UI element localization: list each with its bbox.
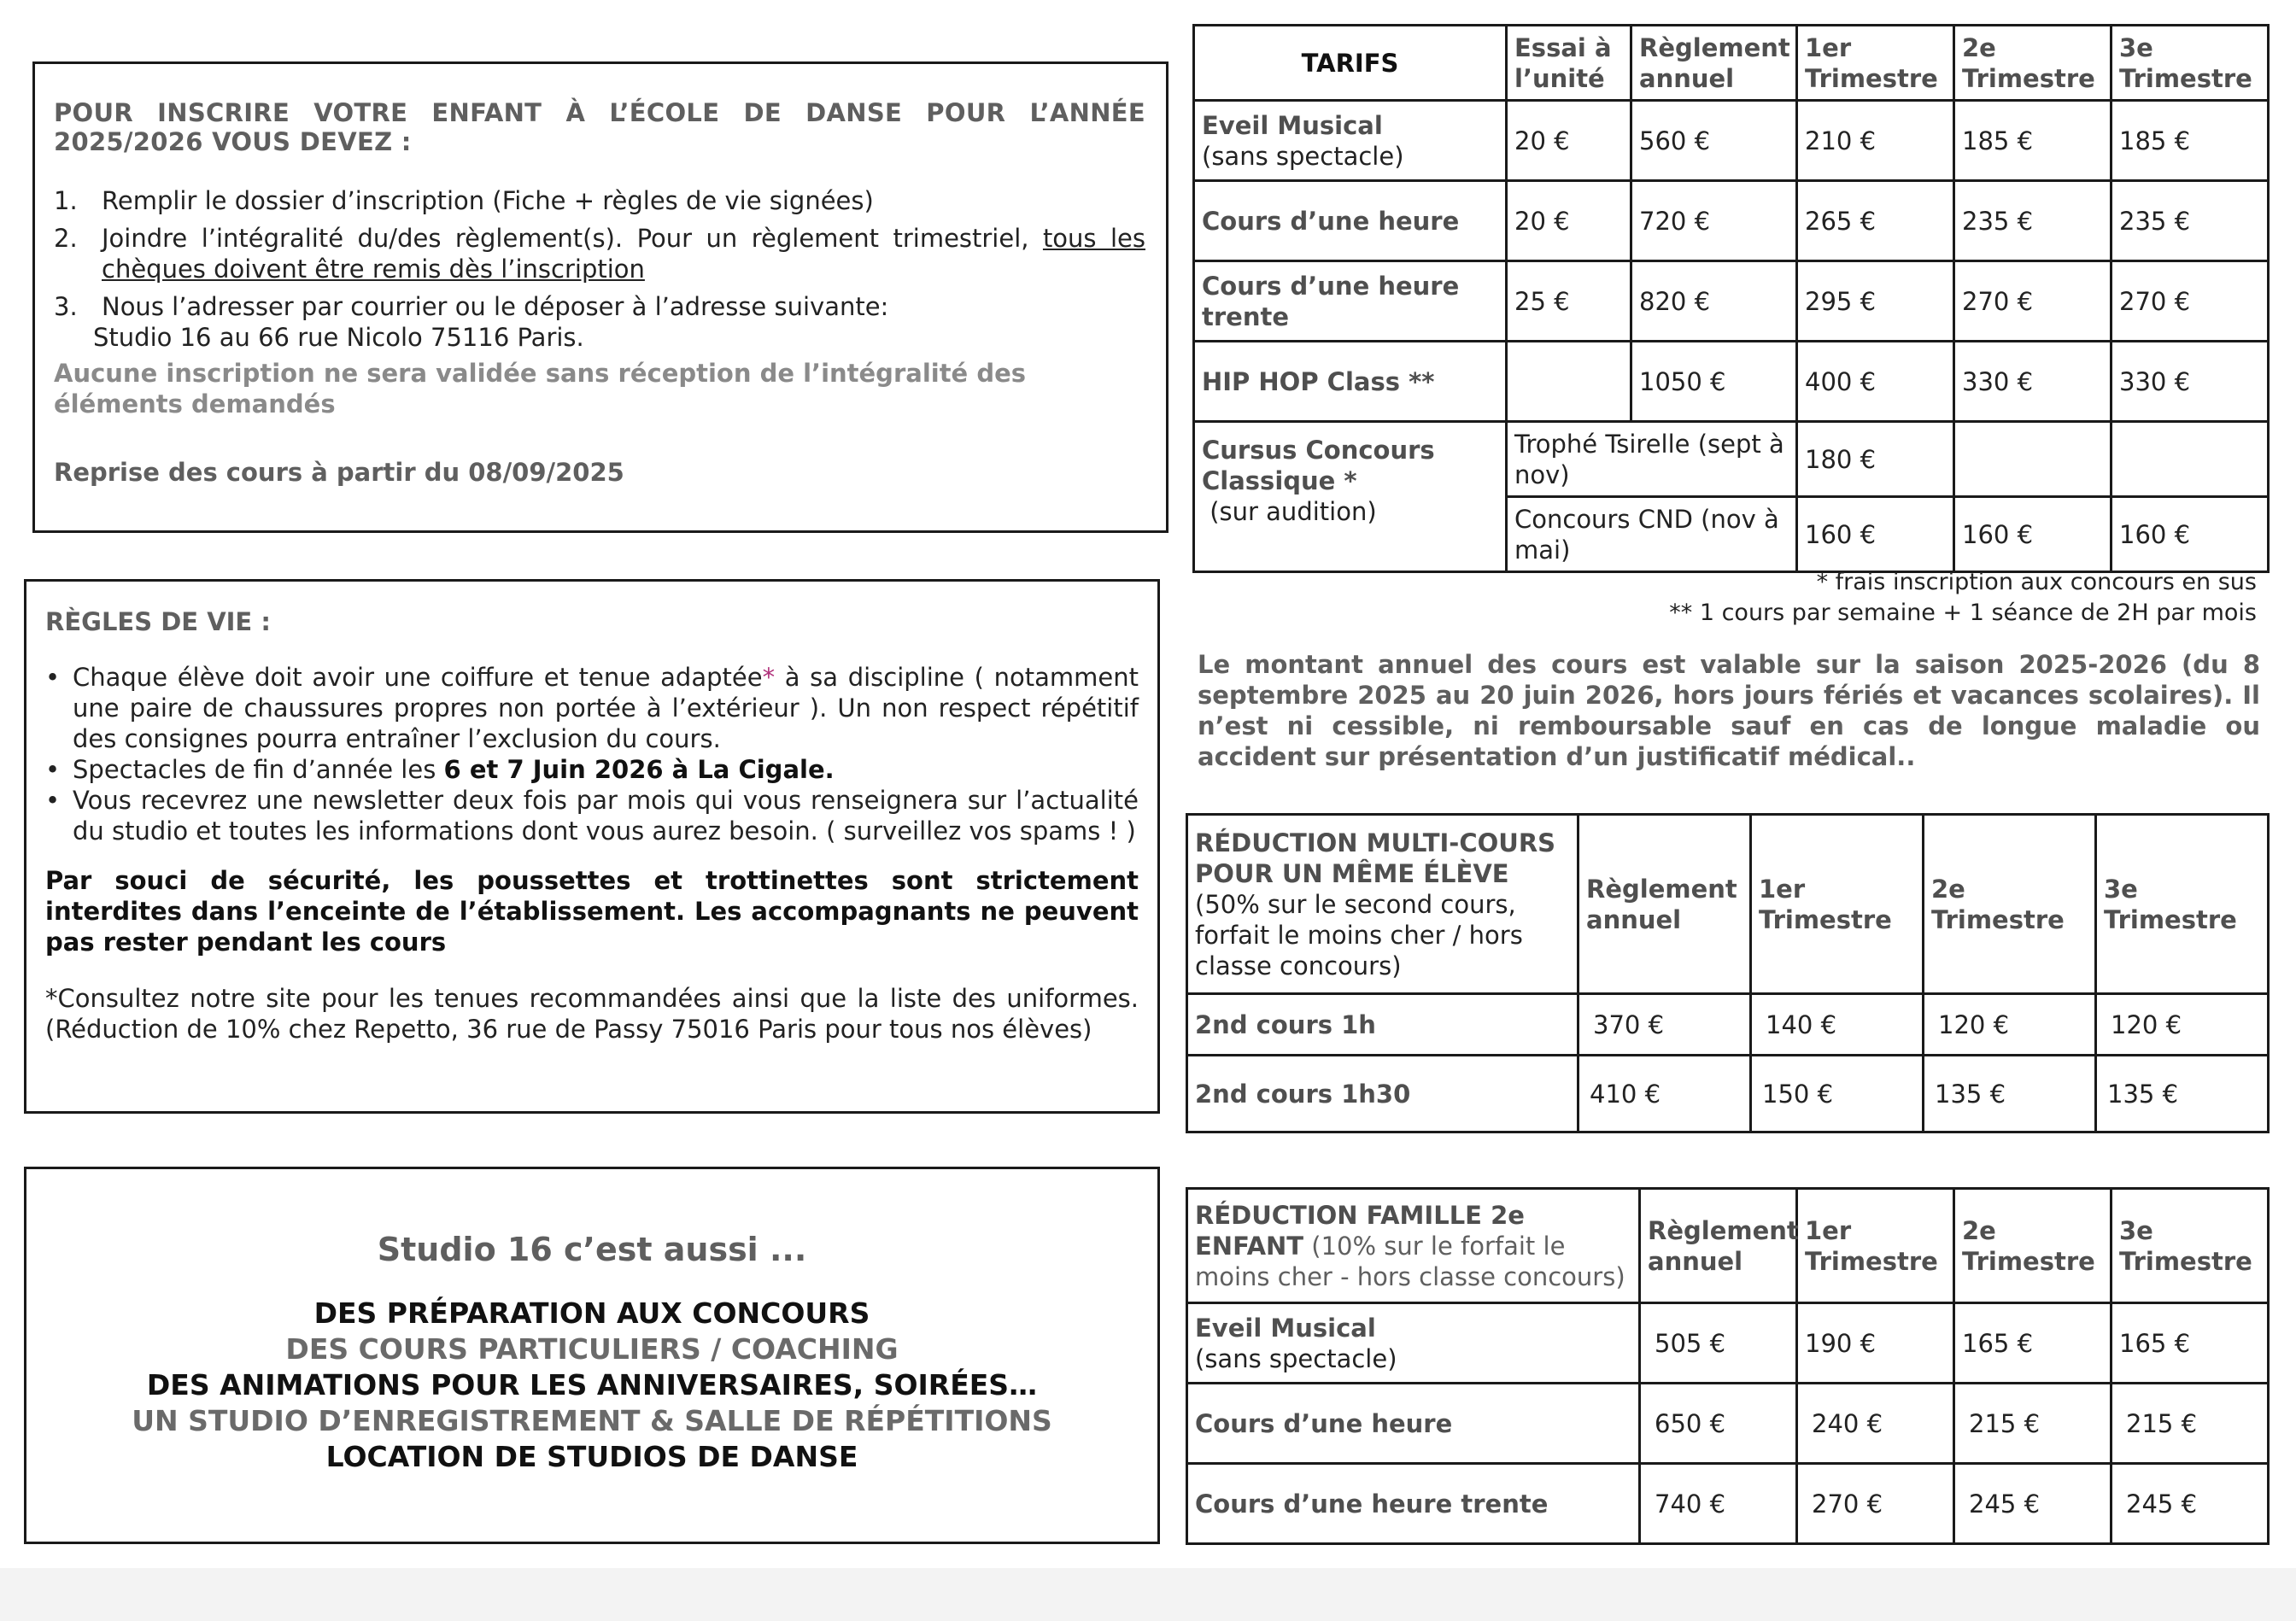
price-cell: 505 €: [1640, 1303, 1797, 1384]
price-cell: 330 €: [1954, 342, 2112, 422]
inscription-step: [54, 185, 1145, 216]
row-label: 2nd cours 1h30: [1187, 1056, 1578, 1132]
price-cell: 215 €: [2112, 1384, 2269, 1464]
price-cell: 270 €: [1954, 261, 2112, 342]
multi-cours-table: [1186, 813, 2270, 1133]
header-cell: 3e Trimestre: [2112, 1189, 2269, 1303]
multi-title-cell: [1187, 815, 1578, 994]
price-cell: 245 €: [1954, 1464, 2112, 1544]
price-cell: 400 €: [1797, 342, 1954, 422]
price-cell: 740 €: [1640, 1464, 1797, 1544]
table-row: [1194, 181, 2269, 261]
bullet-icon: •: [45, 786, 61, 815]
multi-desc: (50% sur le second cours, forfait le moins cher / hors classe concours): [1195, 889, 1523, 980]
price-cell: 410 €: [1578, 1056, 1751, 1132]
inscription-warning: Aucune inscription ne sera validée sans réception de l’intégralité des éléments demandés: [54, 359, 1027, 418]
price-cell: 160 €: [1797, 497, 1954, 572]
regle-item: [45, 785, 1139, 846]
inscription-box: [32, 61, 1168, 533]
step-number: 1.: [54, 186, 78, 215]
price-cell: 140 €: [1751, 994, 1924, 1056]
row-label: Eveil Musical: [1202, 110, 1383, 140]
step-number: 2.: [54, 224, 78, 253]
row-label: Cours d’une heure: [1187, 1384, 1640, 1464]
row-sublabel: (sans spectacle): [1202, 141, 1404, 171]
tarifs-notes: [1192, 567, 2257, 629]
securite-notice: Par souci de sécurité, les poussettes et trottinettes sont strictement interdites dans l’enceinte de l’établissement. Les accompagnants ne peuvent pas rester pendant les cours: [45, 866, 1139, 957]
row-sublabel: (sans spectacle): [1195, 1343, 1397, 1373]
step-text-container: [102, 223, 1145, 284]
price-cell: [1954, 422, 2112, 497]
row-sublabel: (sur audition): [1210, 497, 1377, 526]
header-cell: 2e Trimestre: [1954, 1189, 2112, 1303]
price-cell: 820 €: [1631, 261, 1797, 342]
header-cell: Essai à l’unité: [1507, 26, 1631, 101]
price-cell: 120 €: [1924, 994, 2096, 1056]
price-cell: 190 €: [1797, 1303, 1954, 1384]
step-number: 3.: [54, 292, 78, 321]
price-cell: 560 €: [1631, 101, 1797, 181]
price-cell: 20 €: [1507, 101, 1631, 181]
header-cell: Règlement annuel: [1578, 815, 1751, 994]
table-header-row: [1194, 26, 2269, 101]
studio-services: [26, 1296, 1157, 1475]
tarifs-note: ** 1 cours par semaine + 1 séance de 2H par mois: [1669, 600, 2257, 626]
regle-item: [45, 662, 1139, 754]
famille-desc: (10% sur le forfait le moins cher - hors classe concours): [1195, 1231, 1625, 1291]
table-row: [1187, 1464, 2269, 1544]
header-cell: Règlement annuel: [1631, 26, 1797, 101]
price-cell: 165 €: [2112, 1303, 2269, 1384]
regles-list: [45, 662, 1139, 846]
cursus-name-cell: Trophé Tsirelle (sept à nov): [1507, 422, 1797, 497]
price-cell: 295 €: [1797, 261, 1954, 342]
cursus-label-cell: [1194, 422, 1507, 572]
header-cell: 2e Trimestre: [1924, 815, 2096, 994]
price-cell: 210 €: [1797, 101, 1954, 181]
service-line: DES COURS PARTICULIERS / COACHING: [285, 1332, 899, 1366]
price-cell: 185 €: [2112, 101, 2269, 181]
step-text: Joindre l’intégralité du/des règlement(s). Pour un règlement trimestriel,: [102, 224, 1043, 253]
price-cell: 720 €: [1631, 181, 1797, 261]
row-label: Cursus Concours Classique *: [1202, 436, 1435, 495]
price-cell: 1050 €: [1631, 342, 1797, 422]
regle-text-container: [73, 662, 1139, 754]
service-line: LOCATION DE STUDIOS DE DANSE: [325, 1440, 858, 1473]
price-cell: 20 €: [1507, 181, 1631, 261]
price-cell: 240 €: [1797, 1384, 1954, 1464]
row-label-cell: [1187, 1303, 1640, 1384]
inscription-step: [54, 223, 1145, 284]
multi-title: RÉDUCTION MULTI-COURS POUR UN MÊME ÉLÈVE: [1195, 828, 1556, 888]
cursus-name-cell: Concours CND (nov à mai): [1507, 497, 1797, 572]
price-cell: 180 €: [1797, 422, 1954, 497]
header-cell: 1er Trimestre: [1797, 1189, 1954, 1303]
price-cell: 265 €: [1797, 181, 1954, 261]
regles-box: [24, 579, 1160, 1114]
price-cell: 215 €: [1954, 1384, 2112, 1464]
asterisk-mark: *: [762, 663, 776, 692]
regle-text: à sa discipline ( notamment une paire de chaussures propres non portée à l’extérieur ). Un non respect répétitif des consignes pourra entraîner l’exclusion du cours.: [73, 663, 1139, 753]
regle-text-container: [73, 754, 1139, 785]
price-cell: 135 €: [1924, 1056, 2096, 1132]
table-row: [1187, 1303, 2269, 1384]
table-header-row: [1187, 815, 2269, 994]
price-cell: 120 €: [2096, 994, 2269, 1056]
table-row: [1194, 101, 2269, 181]
inscription-steps: [54, 185, 1145, 322]
price-cell: 245 €: [2112, 1464, 2269, 1544]
bullet-icon: •: [45, 663, 61, 692]
header-cell: 2e Trimestre: [1954, 26, 2112, 101]
step-text: Nous l’adresser par courrier ou le déposer à l’adresse suivante:: [102, 292, 889, 321]
table-row: [1187, 1056, 2269, 1132]
header-cell: TARIFS: [1194, 26, 1507, 101]
price-cell: 160 €: [1954, 497, 2112, 572]
spectacle-dates: 6 et 7 Juin 2026 à La Cigale.: [443, 755, 835, 784]
price-cell: 25 €: [1507, 261, 1631, 342]
reprise-date: Reprise des cours à partir du 08/09/2025: [54, 458, 624, 487]
row-label: Cours d’une heure trente: [1194, 261, 1507, 342]
header-cell: 3e Trimestre: [2112, 26, 2269, 101]
studio-box: [24, 1167, 1160, 1544]
tarifs-note: * frais inscription aux concours en sus: [1816, 569, 2257, 595]
row-label: 2nd cours 1h: [1187, 994, 1578, 1056]
price-cell: 185 €: [1954, 101, 2112, 181]
row-label: Eveil Musical: [1195, 1313, 1376, 1343]
regle-text: Vous recevrez une newsletter deux fois par mois qui vous renseignera sur l’actualité du studio et toutes les informations dont vous aurez besoin. ( surveillez vos spams ! ): [73, 786, 1139, 846]
service-line: UN STUDIO D’ENREGISTREMENT & SALLE DE RÉPÉTITIONS: [132, 1404, 1052, 1437]
table-header-row: [1187, 1189, 2269, 1303]
price-cell: 650 €: [1640, 1384, 1797, 1464]
price-cell: 370 €: [1578, 994, 1751, 1056]
service-line: DES PRÉPARATION AUX CONCOURS: [313, 1296, 870, 1330]
montant-notice: Le montant annuel des cours est valable sur la saison 2025-2026 (du 8 septembre 2025 au 20 juin 2026, hors jours fériés et vacances scolaires). Il n’est ni cessible, ni remboursable sauf en cas de longue maladie ou accident sur présentation d’un justificatif médical..: [1198, 650, 2260, 771]
table-row: [1187, 994, 2269, 1056]
row-label: Cours d’une heure: [1194, 181, 1507, 261]
studio-heading: Studio 16 c’est aussi ...: [377, 1231, 807, 1268]
bottom-strip: [0, 1568, 2296, 1621]
famille-title: RÉDUCTION FAMILLE 2e ENFANT: [1195, 1200, 1525, 1261]
price-cell: [1507, 342, 1631, 422]
table-row: [1194, 342, 2269, 422]
price-cell: [2112, 422, 2269, 497]
price-cell: 150 €: [1751, 1056, 1924, 1132]
regle-item: [45, 754, 1139, 785]
inscription-address: Studio 16 au 66 rue Nicolo 75116 Paris.: [93, 323, 584, 352]
regle-text: Chaque élève doit avoir une coiffure et tenue adaptée: [73, 663, 763, 692]
price-cell: 235 €: [2112, 181, 2269, 261]
famille-title-cell: [1187, 1189, 1640, 1303]
price-cell: 330 €: [2112, 342, 2269, 422]
step-text: Remplir le dossier d’inscription (Fiche + règles de vie signées): [102, 186, 874, 215]
header-cell: 1er Trimestre: [1751, 815, 1924, 994]
inscription-title: POUR INSCRIRE VOTRE ENFANT À L’ÉCOLE DE DANSE POUR L’ANNÉE 2025/2026 VOUS DEVEZ :: [54, 98, 1145, 156]
price-cell: 135 €: [2096, 1056, 2269, 1132]
row-label: HIP HOP Class **: [1194, 342, 1507, 422]
service-line: DES ANIMATIONS POUR LES ANNIVERSAIRES, SOIRÉES…: [146, 1368, 1038, 1402]
regle-text: Spectacles de fin d’année les: [73, 755, 444, 784]
price-cell: 270 €: [1797, 1464, 1954, 1544]
table-row: [1194, 261, 2269, 342]
step-underlined-text: tous les chèques doivent être remis dès l’inscription: [102, 224, 1145, 284]
price-cell: 160 €: [2112, 497, 2269, 572]
price-cell: 270 €: [2112, 261, 2269, 342]
bullet-icon: •: [45, 755, 61, 784]
price-cell: 235 €: [1954, 181, 2112, 261]
inscription-step: [54, 291, 1145, 322]
header-cell: Règlement annuel: [1640, 1189, 1797, 1303]
consult-notice: *Consultez notre site pour les tenues recommandées ainsi que la liste des uniformes. (Réduction de 10% chez Repetto, 36 rue de Passy 75016 Paris pour tous nos élèves): [45, 984, 1139, 1044]
table-row: [1194, 422, 2269, 497]
tarifs-table: [1192, 24, 2270, 573]
famille-table: [1186, 1187, 2270, 1545]
row-label: Cours d’une heure trente: [1187, 1464, 1640, 1544]
header-cell: 1er Trimestre: [1797, 26, 1954, 101]
price-cell: 165 €: [1954, 1303, 2112, 1384]
regles-title: RÈGLES DE VIE :: [45, 607, 271, 636]
row-label-cell: [1194, 101, 1507, 181]
header-cell: 3e Trimestre: [2096, 815, 2269, 994]
table-row: [1187, 1384, 2269, 1464]
